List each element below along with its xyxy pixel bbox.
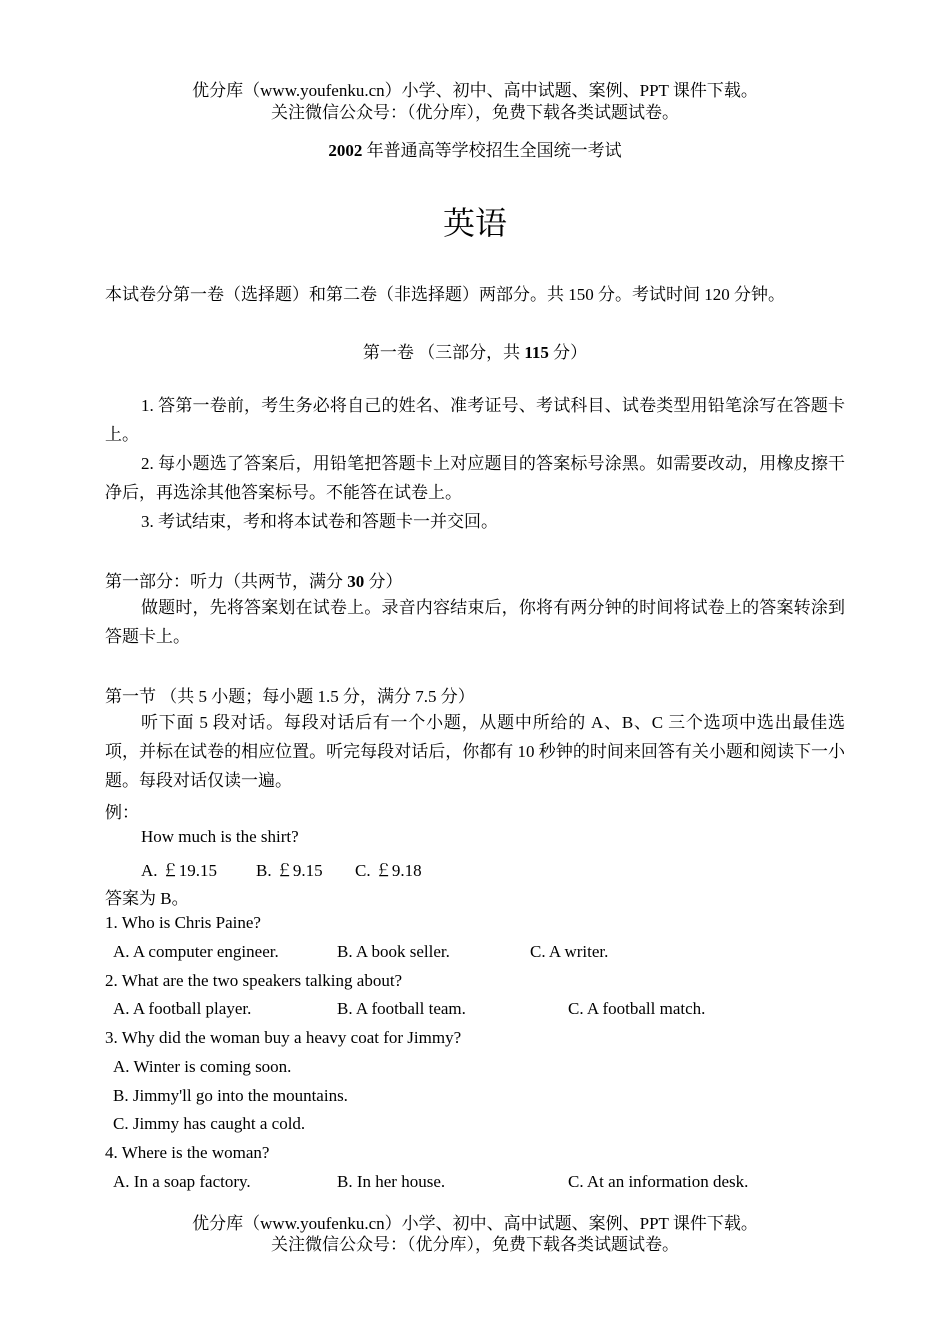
volume1-heading	[0, 338, 950, 363]
q4-option-c: C. At an information desk.	[568, 1172, 749, 1191]
volume1-heading-pre: 第一卷 （三部分，共	[362, 343, 525, 362]
q3-option-a: A. Winter is coming soon.	[113, 1057, 292, 1076]
exam-subject: 英语	[442, 205, 507, 241]
section1-instruction: 听下面 5 段对话。每段对话后有一个小题，从题中所给的 A、B、C 三个选项中选出最佳选项，并标在试卷的相应位置。听完每段对话后，你都有 10 秒钟的时间来回答有关小题和阅读下一小题。每段对话仅读一遍。	[105, 713, 845, 790]
exam-title-text: 年普通高等学校招生全国统一考试	[362, 141, 622, 160]
header-line-2: 关注微信公众号：（优分库），免费下载各类试题试卷。	[271, 103, 679, 122]
exam-title	[0, 136, 950, 161]
q3-option-c: C. Jimmy has caught a cold.	[113, 1114, 306, 1133]
part1-heading-post: 分）	[364, 572, 403, 591]
exam-intro: 本试卷分第一卷（选择题）和第二卷（非选择题）两部分。共 150 分。考试时间 120 分钟。	[105, 285, 785, 304]
q2-option-b: B. A football team.	[337, 999, 466, 1018]
example-option-c: C. ￡9.18	[355, 861, 422, 880]
example-option-b: B. ￡9.15	[256, 861, 323, 880]
q2-option-c: C. A football match.	[568, 999, 706, 1018]
footer-line-1: 优分库（www.youfenku.cn）小学、初中、高中试题、案例、PPT 课件下载。	[192, 1214, 758, 1233]
q2-option-a: A. A football player.	[113, 999, 252, 1018]
q1-option-a: A. A computer engineer.	[113, 942, 279, 961]
q3-option-b: B. Jimmy'll go into the mountains.	[113, 1086, 348, 1105]
part1-heading-pre: 第一部分：听力（共两节，满分	[105, 572, 348, 591]
note-2: 2. 每小题选了答案后，用铅笔把答题卡上对应题目的答案标号涂黑。如需要改动，用橡皮擦干净后，再选涂其他答案标号。不能答在试卷上。	[105, 454, 845, 502]
q4-option-b: B. In her house.	[337, 1172, 446, 1191]
example-answer: 答案为 B。	[105, 889, 189, 908]
q1-option-c: C. A writer.	[530, 942, 609, 961]
exam-year: 2002	[328, 141, 363, 160]
example-option-a: A. ￡19.15	[141, 861, 218, 880]
volume1-heading-post: 分）	[548, 343, 588, 362]
volume1-score: 115	[524, 343, 549, 362]
header-line-1: 优分库（www.youfenku.cn）小学、初中、高中试题、案例、PPT 课件下载。	[192, 81, 758, 100]
footer-line-2: 关注微信公众号：（优分库），免费下载各类试题试卷。	[271, 1235, 679, 1254]
part1-instruction: 做题时，先将答案划在试卷上。录音内容结束后，你将有两分钟的时间将试卷上的答案转涂到答题卡上。	[105, 598, 845, 646]
question-2: 2. What are the two speakers talking about?	[105, 971, 403, 990]
q1-option-b: B. A book seller.	[337, 942, 450, 961]
example-question: How much is the shirt?	[141, 827, 299, 846]
question-3: 3. Why did the woman buy a heavy coat for Jimmy?	[105, 1028, 462, 1047]
section1-heading: 第一节 （共 5 小题；每小题 1.5 分，满分 7.5 分）	[105, 687, 475, 706]
example-label: 例：	[105, 803, 139, 822]
note-3: 3. 考试结束，考和将本试卷和答题卡一并交回。	[141, 512, 498, 531]
q4-option-a: A. In a soap factory.	[113, 1172, 251, 1191]
part1-heading	[105, 567, 403, 592]
note-1: 1. 答第一卷前，考生务必将自己的姓名、准考证号、考试科目、试卷类型用铅笔涂写在答题卡上。	[105, 396, 845, 444]
question-4: 4. Where is the woman?	[105, 1143, 270, 1162]
part1-score: 30	[347, 572, 365, 591]
question-1: 1. Who is Chris Paine?	[105, 913, 261, 932]
